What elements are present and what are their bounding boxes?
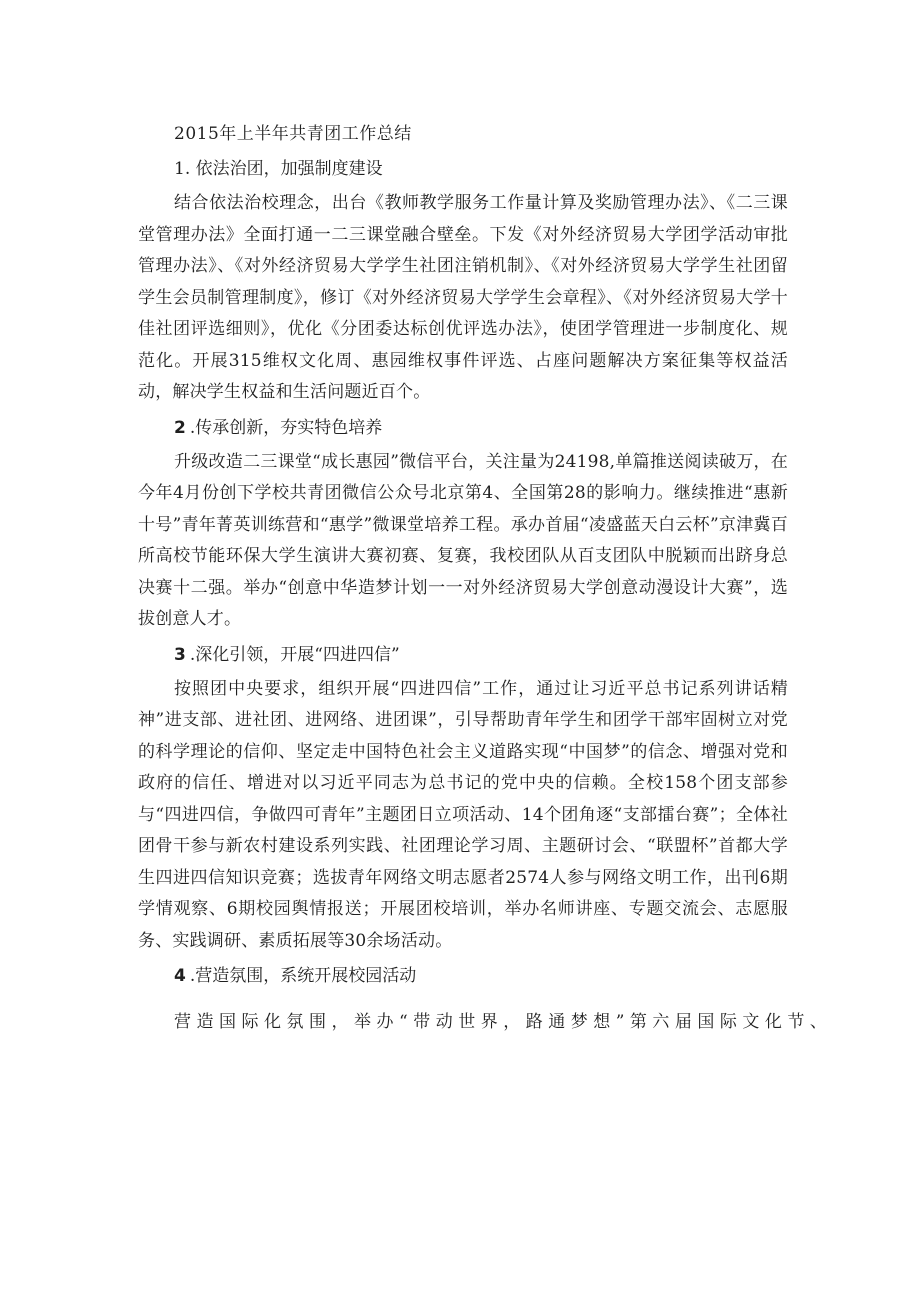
- section-heading: [138, 409, 788, 447]
- section-number: 4: [174, 966, 186, 986]
- section-paragraph: 结合依法治校理念，出台《教师教学服务工作量计算及奖励管理办法》、《二三课堂管理办法》全面打通一二三课堂融合壁垒。下发《对外经济贸易大学团学活动审批管理办法》、《对外经济贸易大学学生社团注销机制》、《对外经济贸易大学学生社团留学生会员制管理制度》，修订《对外经济贸易大学学生会章程》、《对外经济贸易大学十佳社团评选细则》，优化《分团委达标创优评选办法》，使团学管理进一步制度化、规范化。开展315维权文化周、惠园维权事件评选、占座问题解决方案征集等权益活动，解决学生权益和生活问题近百个。: [138, 193, 788, 402]
- section-heading-text: 依法治团，加强制度建设: [195, 159, 383, 179]
- section-4: [138, 957, 833, 1039]
- section-3: [138, 636, 788, 958]
- document-body: [138, 118, 833, 1039]
- section-heading-text: .传承创新，夯实特色培养: [189, 417, 383, 438]
- section-number: 1.: [174, 159, 191, 179]
- section-2: [138, 409, 788, 636]
- section-heading-text: .营造氛围，系统开展校园活动: [189, 966, 417, 986]
- section-heading-text: .深化引领，开展“四进四信”: [189, 644, 400, 665]
- section-paragraph: 按照团中央要求，组织开展“四进四信”工作，通过让习近平总书记系列讲话精神”进支部、进社团、进网络、进团课”，引导帮助青年学生和团学干部牢固树立对党的科学理论的信仰、坚定走中国特色社会主义道路实现“中国梦”的信念、增强对党和政府的信任、增进对以习近平同志为总书记的党中央的信赖。全校158个团支部参与“四进四信，争做四可青年”主题团日立项活动、14个团角逐“支部擂台赛”；全体社团骨干参与新农村建设系列实践、社团理论学习周、主题研讨会、“联盟杯”首都大学生四进四信知识竞赛；选拔青年网络文明志愿者2574人参与网络文明工作，出刊6期学情观察、6期校园舆情报送；开展团校培训，举办名师讲座、专题交流会、志愿服务、实践调研、素质拓展等30余场活动。: [138, 678, 788, 951]
- section-number: 2: [174, 417, 186, 438]
- section-heading: [138, 150, 788, 188]
- section-paragraph: 升级改造二三课堂“成长惠园”微信平台，关注量为24198,单篇推送阅读破万，在今年4月份创下学校共青团微信公众号北京第4、全国第28的影响力。继续推进“惠新十号”青年菁英训练营和“惠学”微课堂培养工程。承办首届“凌盛蓝天白云杯”京津冀百所高校节能环保大学生演讲大赛初赛、复赛，我校团队从百支团队中脱颖而出跻身总决赛十二强。举办“创意中华造梦计划一一对外经济贸易大学创意动漫设计大赛”，选拔创意人才。: [138, 451, 788, 629]
- section-1: [138, 150, 788, 409]
- section-heading: [138, 636, 788, 674]
- section-number: 3: [174, 644, 186, 665]
- section-heading: [138, 957, 788, 995]
- document-title: 2015年上半年共青团工作总结: [174, 124, 412, 144]
- section-paragraph: 营造国际化氛围，举办“带动世界，路通梦想”第六届国际文化节、: [174, 1012, 833, 1032]
